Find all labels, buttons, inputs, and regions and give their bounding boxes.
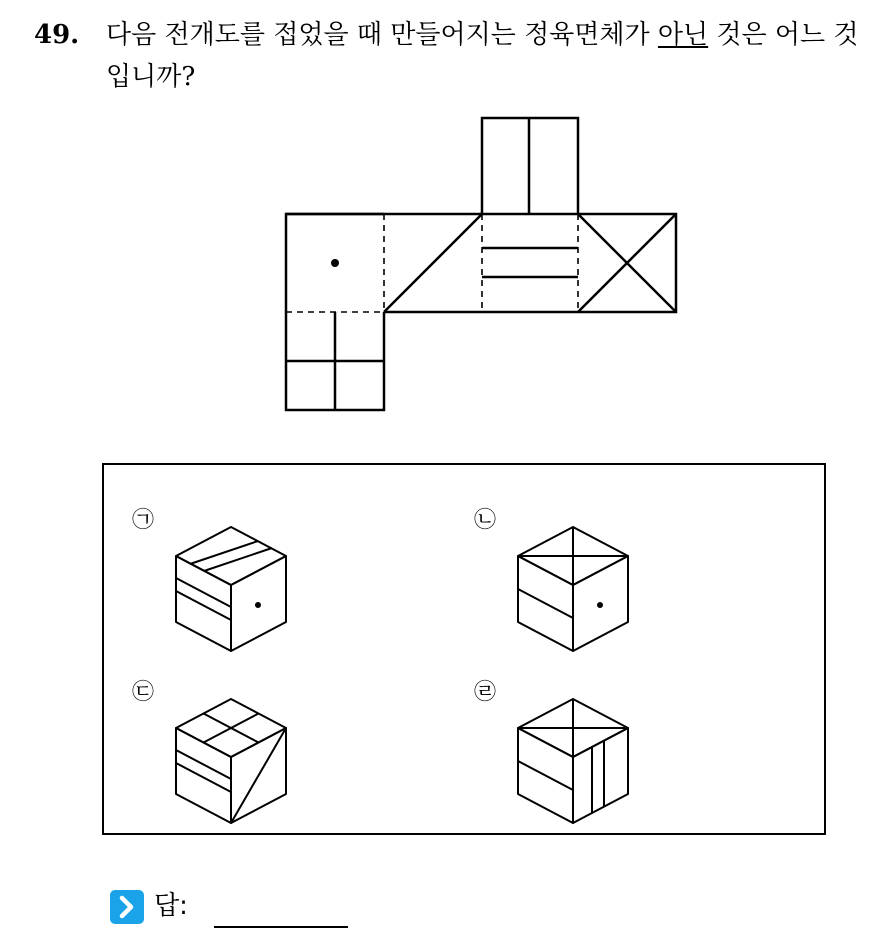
answer-blank[interactable] [214,926,348,928]
cube-net-figure [280,110,690,420]
choice-2[interactable] [474,509,674,669]
question-text-before: 다음 전개도를 접었을 때 만들어지는 정육면체가 [106,20,658,50]
question-number: 49. [34,20,80,50]
answer-row [110,886,370,930]
answer-label: 답: [154,891,188,921]
choices-box [102,463,826,835]
choice-4-label: ㉣ [474,680,497,705]
question-text [106,14,866,98]
question-text-underlined: 아닌 [657,20,709,50]
choice-3[interactable] [132,681,332,841]
choice-4-cube [508,693,638,833]
choice-2-cube [508,521,638,661]
question-text-after: 것은 어느 것입니까? [106,20,859,92]
choice-1-cube [166,521,296,661]
choice-2-label: ㉡ [474,508,497,533]
net-diagonal-face-line [384,214,482,312]
net-dot [331,259,339,267]
choice-1[interactable] [132,509,332,669]
net-row-outline [286,214,676,312]
choice-4[interactable] [474,681,674,841]
choice-3-label: ㉢ [132,680,155,705]
chevron-right-icon [110,890,144,924]
choice-3-cube [166,693,296,833]
choice-1-label: ㉠ [132,508,155,533]
